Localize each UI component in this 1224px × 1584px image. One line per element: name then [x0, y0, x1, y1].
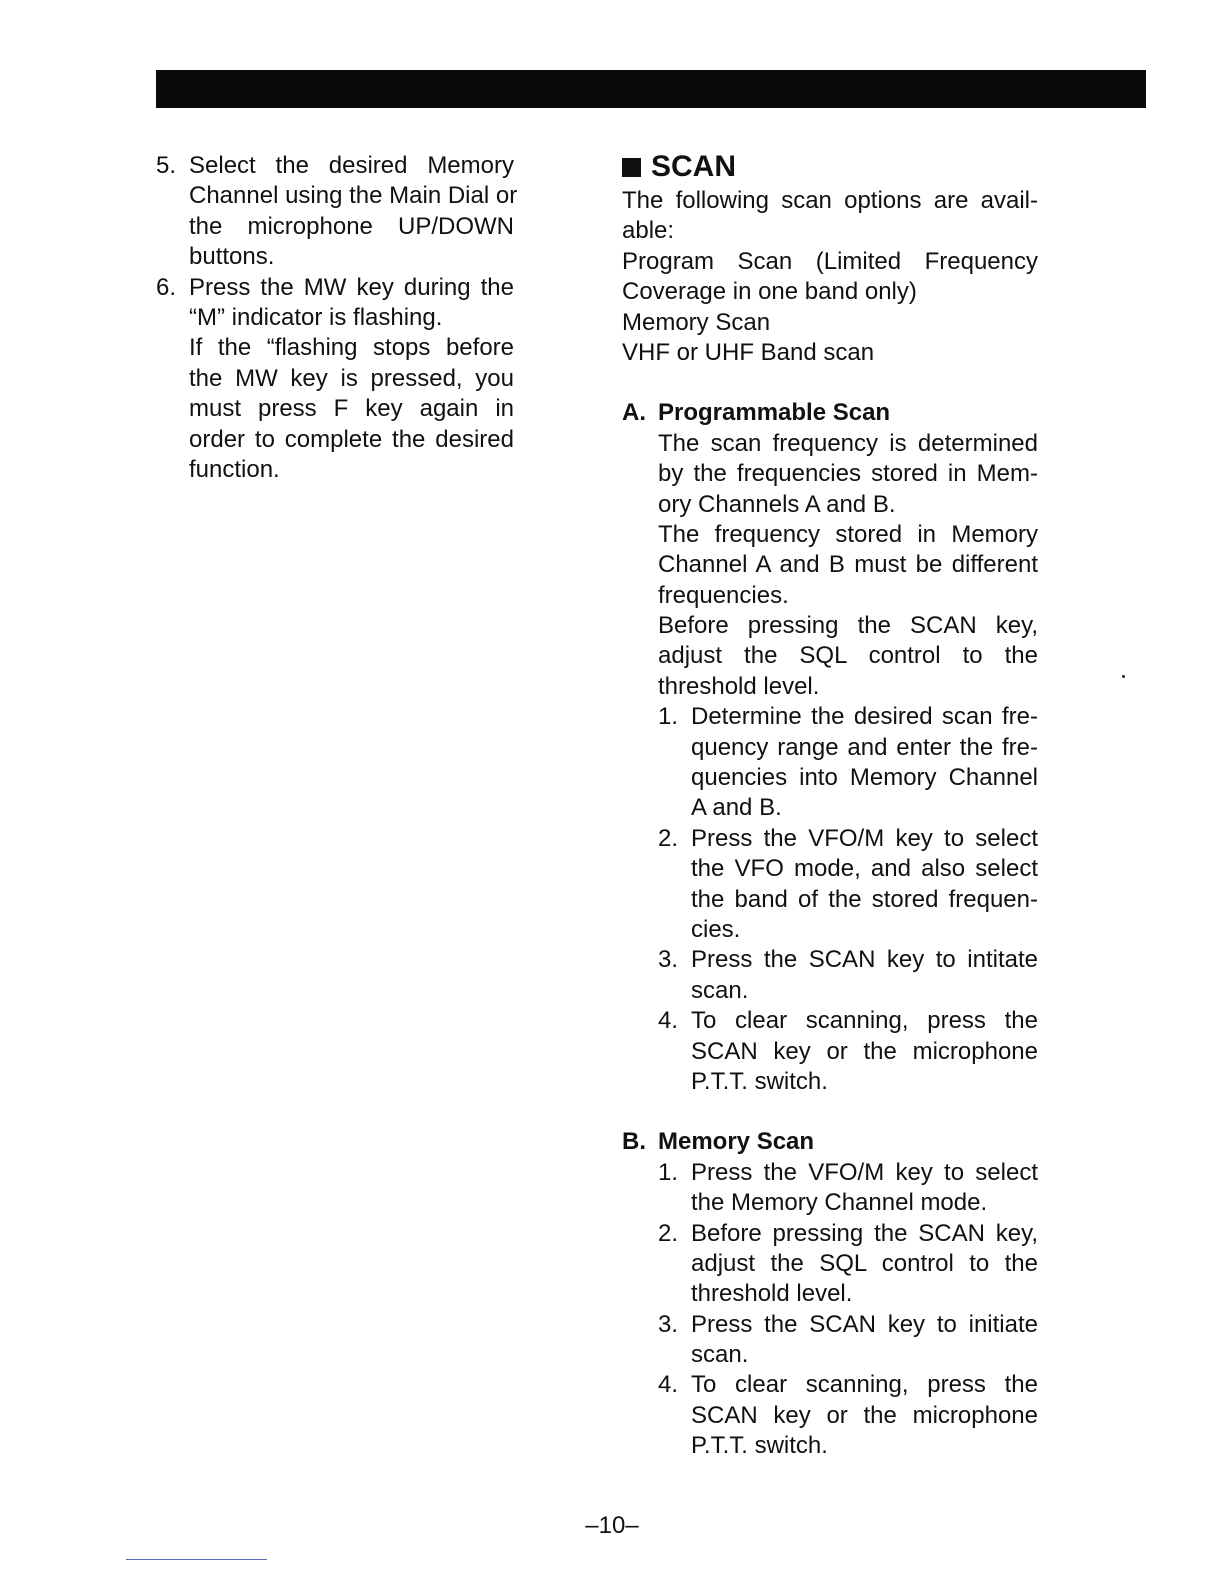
- item-number: 3.: [658, 1310, 679, 1338]
- text-line: frequencies.: [658, 581, 789, 609]
- list-item: [658, 1158, 1038, 1219]
- text-line: Before pressing the SCAN key,: [691, 1219, 1038, 1247]
- text-line: Before pressing the SCAN key,: [658, 612, 1038, 640]
- section-a-title: Programmable Scan: [658, 399, 891, 427]
- text-line: A and B.: [691, 794, 782, 822]
- text-line: The frequency stored in Memory: [658, 520, 1038, 548]
- text-line: scan.: [691, 1341, 749, 1369]
- text-line: the Memory Channel mode.: [691, 1189, 988, 1217]
- text-line: adjust the SQL control to the: [691, 1249, 1038, 1277]
- scan-speck: [1122, 675, 1125, 678]
- section-b-steps: [658, 1158, 1038, 1462]
- section-a-heading: [622, 398, 1038, 428]
- item-number: 3.: [658, 946, 679, 974]
- text-line: To clear scanning, press the: [691, 1371, 1038, 1399]
- item-text: [691, 1219, 1038, 1310]
- section-a-body: [658, 429, 1038, 1098]
- text-line: order to complete the desired: [189, 425, 514, 453]
- text-line: To clear scanning, press the: [691, 1007, 1038, 1035]
- footer-rule: [126, 1559, 267, 1560]
- item-text: [691, 945, 1038, 1006]
- text-line: Program Scan (Limited Frequency: [622, 247, 1038, 275]
- text-line: threshold level.: [691, 1280, 853, 1308]
- text-line: the band of the stored frequen-: [691, 885, 1038, 913]
- text-line: SCAN key or the microphone: [691, 1037, 1038, 1065]
- item-text: [691, 1006, 1038, 1097]
- text-line: quencies into Memory Channel: [691, 764, 1038, 792]
- section-a-letter: A.: [622, 399, 646, 427]
- text-line: cies.: [691, 915, 741, 943]
- list-item: [658, 945, 1038, 1006]
- item-number: 6.: [156, 273, 177, 301]
- item-text: [691, 1310, 1038, 1371]
- text-line: function.: [189, 455, 280, 483]
- item-number: 1.: [658, 703, 679, 731]
- list-item: [658, 1370, 1038, 1461]
- page-number: –10–: [585, 1512, 639, 1539]
- text-line: Determine the desired scan fre-: [691, 703, 1038, 731]
- item-number: 2.: [658, 824, 679, 852]
- text-line: the MW key is pressed, you: [189, 364, 514, 392]
- text-line: Press the SCAN key to initiate: [691, 1310, 1038, 1338]
- text-line: Coverage in one band only): [622, 278, 917, 306]
- text-line: P.T.T. switch.: [691, 1067, 828, 1095]
- scan-heading: [622, 148, 1038, 186]
- list-item: [658, 702, 1038, 824]
- text-line: Memory Scan: [622, 308, 771, 336]
- item-number: 2.: [658, 1219, 679, 1247]
- left-column: [156, 151, 518, 485]
- text-line: Select the desired Memory: [189, 152, 514, 179]
- text-line: The scan frequency is determined: [658, 429, 1038, 457]
- right-column: [622, 148, 1038, 1462]
- list-item: [658, 1006, 1038, 1097]
- text-line: the VFO mode, and also select: [691, 855, 1038, 883]
- bullet-square-icon: [622, 158, 641, 177]
- text-line: quency range and enter the fre-: [691, 733, 1038, 761]
- text-line: must press F key again in: [189, 395, 514, 423]
- text-line: the microphone UP/DOWN: [189, 212, 514, 240]
- list-item: [156, 151, 518, 273]
- header-bar: [156, 70, 1146, 108]
- text-line: able:: [622, 217, 675, 245]
- text-line: Press the VFO/M key to select: [691, 824, 1038, 852]
- item-number: 4.: [658, 1371, 679, 1399]
- text-line: adjust the SQL control to the: [658, 642, 1038, 670]
- item-text: [691, 824, 1038, 946]
- text-line: Press the SCAN key to intitate: [691, 946, 1038, 974]
- text-line: Press the VFO/M key to select: [691, 1158, 1038, 1186]
- text-line: scan.: [691, 976, 749, 1004]
- scan-intro: [622, 186, 1038, 368]
- text-line: Channel using the Main Dial or: [189, 182, 518, 210]
- item-text: [691, 1370, 1038, 1461]
- list-item: [658, 1219, 1038, 1310]
- text-line: threshold level.: [658, 672, 820, 700]
- text-line: SCAN key or the microphone: [691, 1401, 1038, 1429]
- list-item: [658, 1310, 1038, 1371]
- text-line: The following scan options are avail-: [622, 187, 1038, 214]
- item-number: 5.: [156, 152, 177, 179]
- text-line: P.T.T. switch.: [691, 1432, 828, 1460]
- text-line: Press the MW key during the: [189, 273, 514, 301]
- item-text: [189, 273, 514, 486]
- section-a-steps: [658, 702, 1038, 1097]
- section-b-letter: B.: [622, 1128, 646, 1156]
- section-b-title: Memory Scan: [658, 1128, 815, 1156]
- section-a-paragraph: [658, 429, 1038, 703]
- item-text: [691, 702, 1038, 824]
- text-line: If the “flashing stops before: [189, 334, 514, 362]
- section-b-heading: [622, 1127, 1038, 1157]
- list-item: [658, 824, 1038, 946]
- item-text: [691, 1158, 1038, 1219]
- text-line: buttons.: [189, 243, 275, 271]
- item-number: 1.: [658, 1158, 679, 1186]
- scan-title: SCAN: [651, 150, 737, 183]
- section-b-body: [658, 1158, 1038, 1462]
- text-line: ory Channels A and B.: [658, 490, 896, 518]
- list-item: [156, 273, 514, 486]
- text-line: VHF or UHF Band scan: [622, 338, 875, 366]
- text-line: Channel A and B must be different: [658, 551, 1038, 579]
- item-number: 4.: [658, 1007, 679, 1035]
- item-text: [189, 151, 518, 273]
- text-line: by the frequencies stored in Mem-: [658, 460, 1038, 488]
- text-line: “M” indicator is flashing.: [189, 303, 443, 331]
